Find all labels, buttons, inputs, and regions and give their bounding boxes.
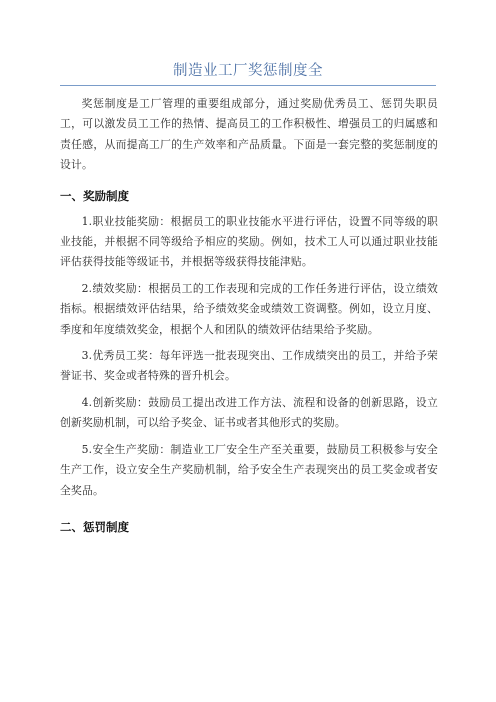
reward-item-innovation: 4.创新奖励：鼓励员工提出改进工作方法、流程和设备的创新思路，设立创新奖励机制，可以给予奖金、证书或者其他形式的奖励。 [60,395,438,430]
reward-item-performance: 2.绩效奖励：根据员工的工作表现和完成的工作任务进行评估，设立绩效指标。根据绩效评估结果，给予绩效奖金或绩效工资调整。例如，设立月度、季度和年度绩效奖金，根据个人和团队的绩效评估结果给予奖励。 [60,281,438,336]
reward-item-safety: 5.安全生产奖励：制造业工厂安全生产至关重要，鼓励员工积极参与安全生产工作，设立安全生产奖励机制，给予安全生产表现突出的员工奖金或者安全奖品。 [60,442,438,497]
document-title: 制造业工厂奖惩制度全 [173,63,323,79]
section-heading-penalties: 二、惩罚制度 [60,519,129,534]
reward-item-outstanding-employee: 3.优秀员工奖：每年评选一批表现突出、工作成绩突出的员工，并给予荣誉证书、奖金或者特殊的晋升机会。 [60,349,438,383]
document-body [60,94,438,537]
reward-item-skills: 1.职业技能奖励：根据员工的职业技能水平进行评估，设置不同等级的职业技能，并根据不同等级给予相应的奖励。例如，技术工人可以通过职业技能评估获得技能等级证书，并根据等级获得技能津贴。 [60,214,438,269]
section-heading-rewards: 一、奖励制度 [60,188,129,203]
intro-paragraph: 奖惩制度是工厂管理的重要组成部分，通过奖励优秀员工、惩罚失职员工，可以激发员工工作的热情、提高员工的工作积极性、增强员工的归属感和责任感，从而提高工厂的生产效率和产品质量。下面是一套完整的奖惩制度的设计。 [60,97,438,172]
title-underline [60,85,436,86]
